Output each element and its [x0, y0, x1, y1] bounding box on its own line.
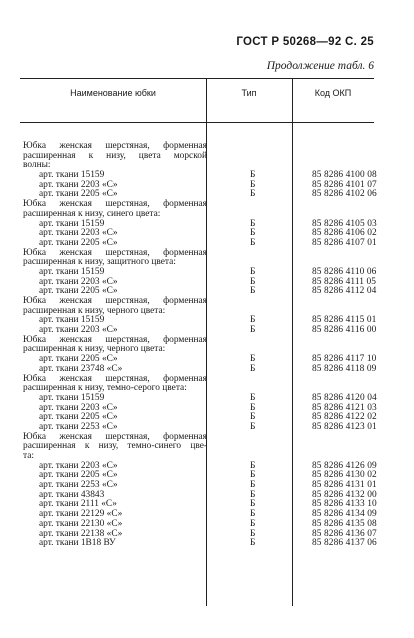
table-row — [20, 152, 374, 162]
type-cell: Б — [250, 489, 256, 500]
okp-code-cell: 85 8286 4131 01 — [312, 480, 377, 491]
fabric-article-cell: арт. ткани 1В18 ВУ — [39, 538, 116, 549]
skirt-description-cell: расширенная к низу, синего цвета: — [23, 208, 161, 219]
fabric-article-cell: арт. ткани 22138 «С» — [39, 528, 123, 539]
type-cell: Б — [250, 470, 256, 481]
okp-code-cell: 85 8286 4111 05 — [312, 276, 377, 287]
fabric-article-cell: арт. ткани 2253 «С» — [39, 480, 118, 491]
type-cell: Б — [250, 499, 256, 510]
type-cell: Б — [250, 315, 256, 326]
skirt-description-cell: та: — [23, 451, 34, 461]
skirt-description-cell: Юбка женская шерстяная, форменная — [23, 373, 207, 384]
type-cell: Б — [250, 480, 256, 491]
skirt-description-cell: расширенная к низу, защитного цвета: — [23, 257, 176, 268]
skirt-description-cell: Юбка женская шерстяная, форменная — [23, 296, 207, 306]
type-cell: Б — [250, 421, 256, 432]
type-cell: Б — [250, 392, 256, 403]
okp-code-cell: 85 8286 4105 03 — [312, 218, 377, 229]
okp-code-cell: 85 8286 4115 01 — [312, 315, 377, 326]
table-row — [20, 538, 377, 549]
okp-code-cell: 85 8286 4107 01 — [312, 237, 377, 248]
okp-code-cell: 85 8286 4110 06 — [312, 266, 377, 277]
type-cell: Б — [250, 460, 256, 471]
fabric-article-cell: арт. ткани 2203 «С» — [39, 276, 118, 287]
skirt-description-cell: расширенная к низу, цвета морской — [23, 150, 207, 161]
type-cell: Б — [250, 266, 256, 277]
fabric-article-cell: арт. ткани 15159 — [39, 392, 105, 403]
type-cell: Б — [250, 528, 256, 539]
fabric-article-cell: арт. ткани 2205 «С» — [39, 286, 118, 297]
fabric-article-cell: арт. ткани 2203 «С» — [39, 402, 118, 413]
type-cell: Б — [250, 509, 256, 520]
table-header-rule — [20, 122, 374, 123]
fabric-article-cell: арт. ткани 2253 «С» — [39, 421, 118, 432]
skirt-description-cell: Юбка женская шерстяная, форменная — [23, 199, 207, 210]
column-header-code: Код ОКП — [314, 88, 352, 98]
column-header-name: Наименование юбки — [70, 88, 156, 98]
skirt-description-cell: Юбка женская шерстяная, форменная — [23, 431, 207, 442]
okp-code-cell: 85 8286 4133 10 — [312, 499, 377, 510]
fabric-article-cell: арт. ткани 2203 «С» — [39, 228, 118, 239]
type-cell: Б — [250, 363, 256, 374]
type-cell: Б — [250, 228, 256, 239]
skirt-description-cell: расширенная к низу, черного цвета: — [23, 305, 166, 316]
type-cell: Б — [250, 518, 256, 529]
page-header: ГОСТ Р 50268—92 С. 25 — [236, 36, 374, 48]
table-continuation-label: Продолжение табл. 6 — [266, 60, 374, 72]
okp-code-cell: 85 8286 4137 06 — [312, 538, 377, 549]
fabric-article-cell: арт. ткани 23748 «С» — [39, 363, 123, 374]
table-row — [20, 442, 374, 452]
fabric-article-cell: арт. ткани 22129 «С» — [39, 509, 123, 520]
okp-code-cell: 85 8286 4120 04 — [312, 392, 377, 403]
okp-code-cell: 85 8286 4118 09 — [312, 363, 377, 374]
type-cell: Б — [250, 402, 256, 413]
skirt-description-cell: расширенная к низу, темно-серого цвета: — [23, 383, 187, 394]
type-cell: Б — [250, 218, 256, 229]
okp-code-cell: 85 8286 4117 10 — [312, 354, 377, 365]
table-6 — [20, 78, 377, 606]
okp-code-cell: 85 8286 4135 08 — [312, 518, 377, 529]
fabric-article-cell: арт. ткани 15159 — [39, 315, 105, 326]
type-cell: Б — [250, 179, 256, 190]
skirt-description-cell: Юбка женская шерстяная, форменная — [23, 141, 207, 151]
okp-code-cell: 85 8286 4126 09 — [312, 460, 377, 471]
fabric-article-cell: арт. ткани 2203 «С» — [39, 179, 118, 190]
fabric-article-cell: арт. ткани 2203 «С» — [39, 460, 118, 471]
fabric-article-cell: арт. ткани 2205 «С» — [39, 237, 118, 248]
fabric-article-cell: арт. ткани 15159 — [39, 170, 105, 181]
type-cell: Б — [250, 237, 256, 248]
okp-code-cell: 85 8286 4134 09 — [312, 509, 377, 520]
okp-code-cell: 85 8286 4100 08 — [312, 170, 377, 181]
fabric-article-cell: арт. ткани 2205 «С» — [39, 189, 118, 200]
okp-code-cell: 85 8286 4102 06 — [312, 189, 377, 200]
okp-code-cell: 85 8286 4130 02 — [312, 470, 377, 481]
skirt-description-cell: волны: — [23, 160, 51, 171]
okp-code-cell: 85 8286 4122 02 — [312, 412, 377, 423]
okp-code-cell: 85 8286 4136 07 — [312, 528, 377, 539]
table-body — [20, 141, 377, 549]
column-header-type: Тип — [241, 88, 257, 98]
type-cell: Б — [250, 286, 256, 297]
skirt-description-cell: расширенная к низу, черного цвета: — [23, 344, 166, 355]
type-cell: Б — [250, 412, 256, 423]
okp-code-cell: 85 8286 4116 00 — [312, 325, 377, 336]
fabric-article-cell: арт. ткани 2203 «С» — [39, 325, 118, 336]
fabric-article-cell: арт. ткани 22130 «С» — [39, 518, 123, 529]
table-top-rule — [20, 78, 374, 79]
okp-code-cell: 85 8286 4123 01 — [312, 421, 377, 432]
okp-code-cell: 85 8286 4112 04 — [312, 286, 377, 297]
fabric-article-cell: арт. ткани 2111 «С» — [39, 499, 117, 510]
type-cell: Б — [250, 170, 256, 181]
type-cell: Б — [250, 189, 256, 200]
fabric-article-cell: арт. ткани 43843 — [39, 489, 105, 500]
type-cell: Б — [250, 354, 256, 365]
skirt-description-cell: расширенная к низу, темно-синего цве- — [23, 441, 207, 452]
okp-code-cell: 85 8286 4132 00 — [312, 489, 377, 500]
skirt-description-cell: Юбка женская шерстяная, форменная — [23, 247, 207, 258]
okp-code-cell: 85 8286 4106 02 — [312, 228, 377, 239]
fabric-article-cell: арт. ткани 15159 — [39, 218, 105, 229]
okp-code-cell: 85 8286 4101 07 — [312, 179, 377, 190]
type-cell: Б — [250, 538, 256, 549]
fabric-article-cell: арт. ткани 2205 «С» — [39, 412, 118, 423]
okp-code-cell: 85 8286 4121 03 — [312, 402, 377, 413]
fabric-article-cell: арт. ткани 15159 — [39, 266, 105, 277]
skirt-description-cell: Юбка женская шерстяная, форменная — [23, 334, 207, 345]
type-cell: Б — [250, 276, 256, 287]
type-cell: Б — [250, 325, 256, 336]
fabric-article-cell: арт. ткани 2205 «С» — [39, 470, 118, 481]
fabric-article-cell: арт. ткани 2205 «С» — [39, 354, 118, 365]
